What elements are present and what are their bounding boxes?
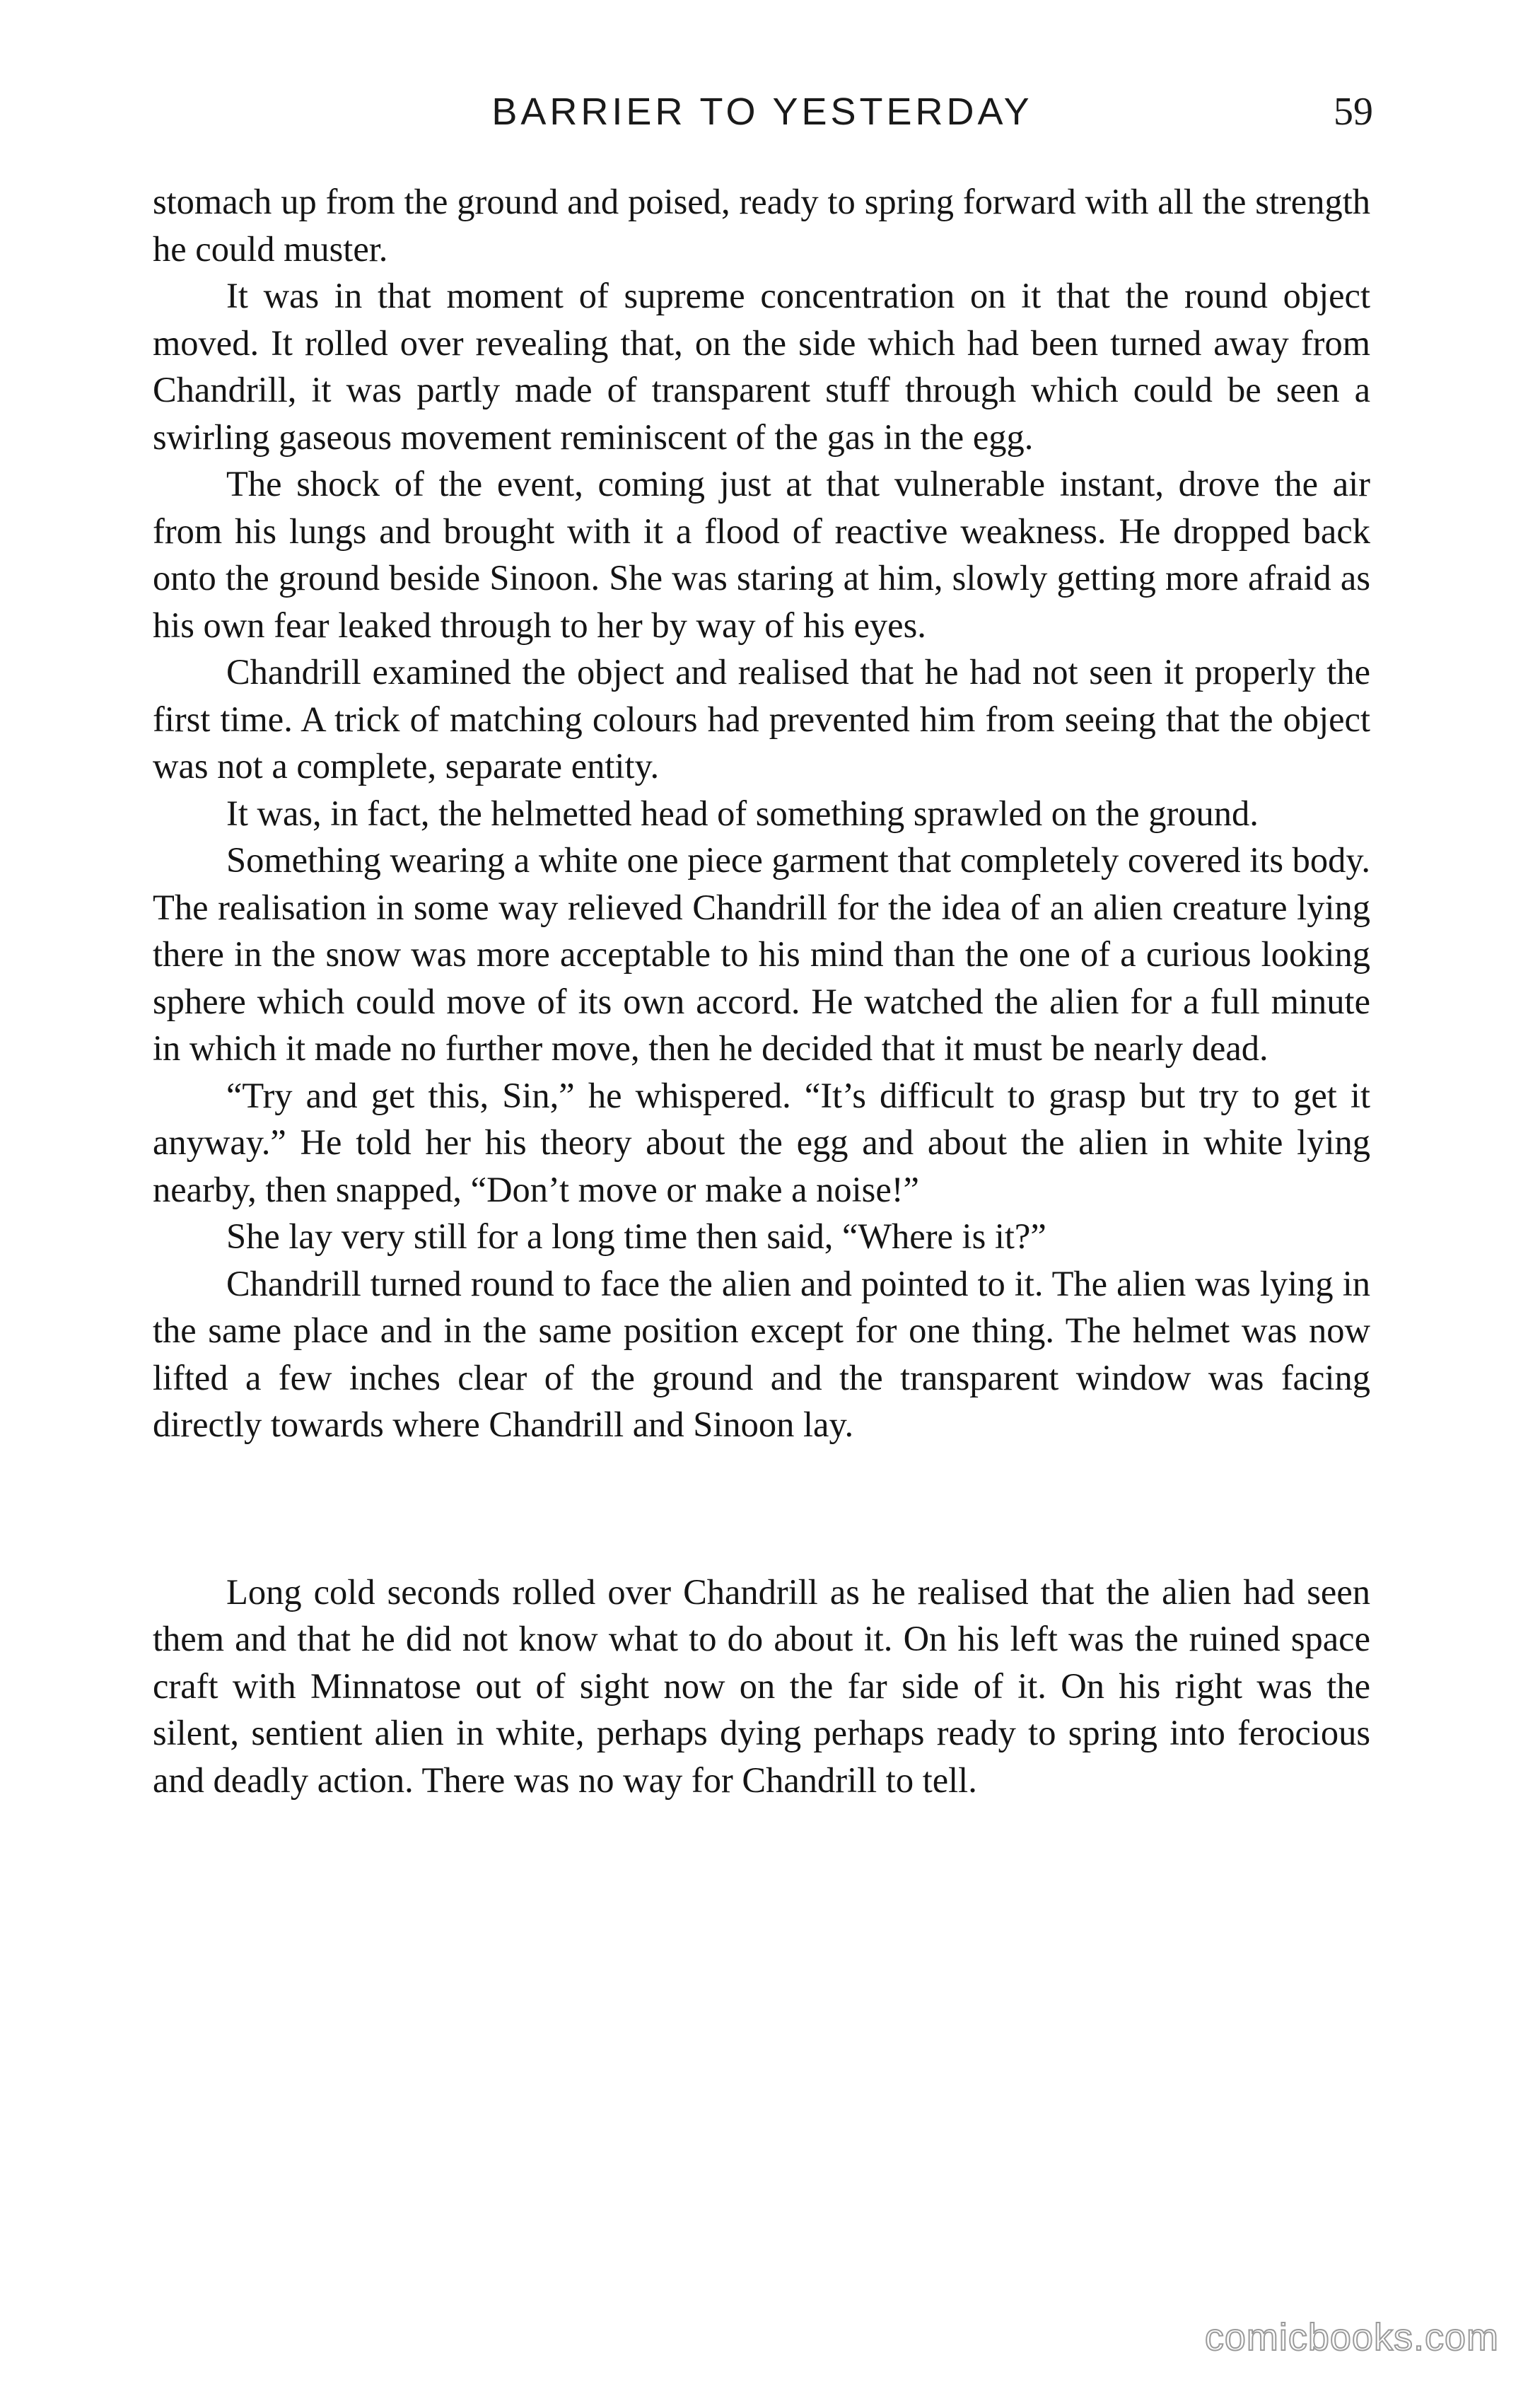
paragraph: She lay very still for a long time then said, “Where is it?” <box>226 1216 1046 1256</box>
section-break <box>153 1448 1370 1569</box>
body-text <box>153 178 1370 1803</box>
page-number: 59 <box>1334 90 1373 134</box>
watermark-logo: comicbooks.com <box>1204 2316 1499 2359</box>
paragraph: The shock of the event, coming just at that vulnerable instant, drove the air from his lungs and brought with it a flood of reactive weakness. He dropped back onto the ground beside Sinoon. She was staring at him, slowly getting more afraid as his own fear leaked through to her by way of his eyes. <box>153 464 1370 645</box>
paragraph: Chandrill turned round to face the alien and pointed to it. The alien was lying in the same place and in the same position except for one thing. The helmet was now lifted a few inches clear of the ground and the transparent window was facing directly towards where Chandrill and Sinoon lay. <box>153 1263 1370 1444</box>
paragraph: Chandrill examined the object and realised that he had not seen it properly the first time. A trick of matching colours had prevented him from seeing that the object was not a complete, separate entity. <box>153 652 1370 786</box>
paragraph: It was in that moment of supreme concentration on it that the round object moved. It rolled over revealing that, on the side which had been turned away from Chandrill, it was partly made of transparent stuff through which could be seen a swirling gaseous movement reminiscent of the gas in the egg. <box>153 276 1370 457</box>
paragraph: stomach up from the ground and poised, ready to spring forward with all the strength he could muster. <box>153 182 1370 269</box>
paragraph: “Try and get this, Sin,” he whispered. “It’s difficult to grasp but try to get it anyway.” He told her his theory about the egg and about the alien in white lying nearby, then snapped, “Don’t move or make a noise!” <box>153 1075 1370 1209</box>
paragraph: It was, in fact, the helmetted head of something sprawled on the ground. <box>226 793 1259 833</box>
paragraph: Something wearing a white one piece garment that completely covered its body. The realisation in some way relieved Chandrill for the idea of an alien creature lying there in the snow was more acceptable to his mind than the one of a curious looking sphere which could move of its own accord. He watched the alien for a full minute in which it made no further move, then he decided that it must be nearly dead. <box>153 840 1370 1068</box>
running-head <box>151 83 1373 140</box>
running-title: BARRIER TO YESTERDAY <box>491 91 1033 133</box>
paragraph: Long cold seconds rolled over Chandrill as he realised that the alien had seen them and that he did not know what to do about it. On his left was the ruined space craft with Minnatose out of sight now on the far side of it. On his right was the silent, sentient alien in white, perhaps dying perhaps ready to spring into ferocious and deadly action. There was no way for Chandrill to tell. <box>153 1571 1370 1800</box>
